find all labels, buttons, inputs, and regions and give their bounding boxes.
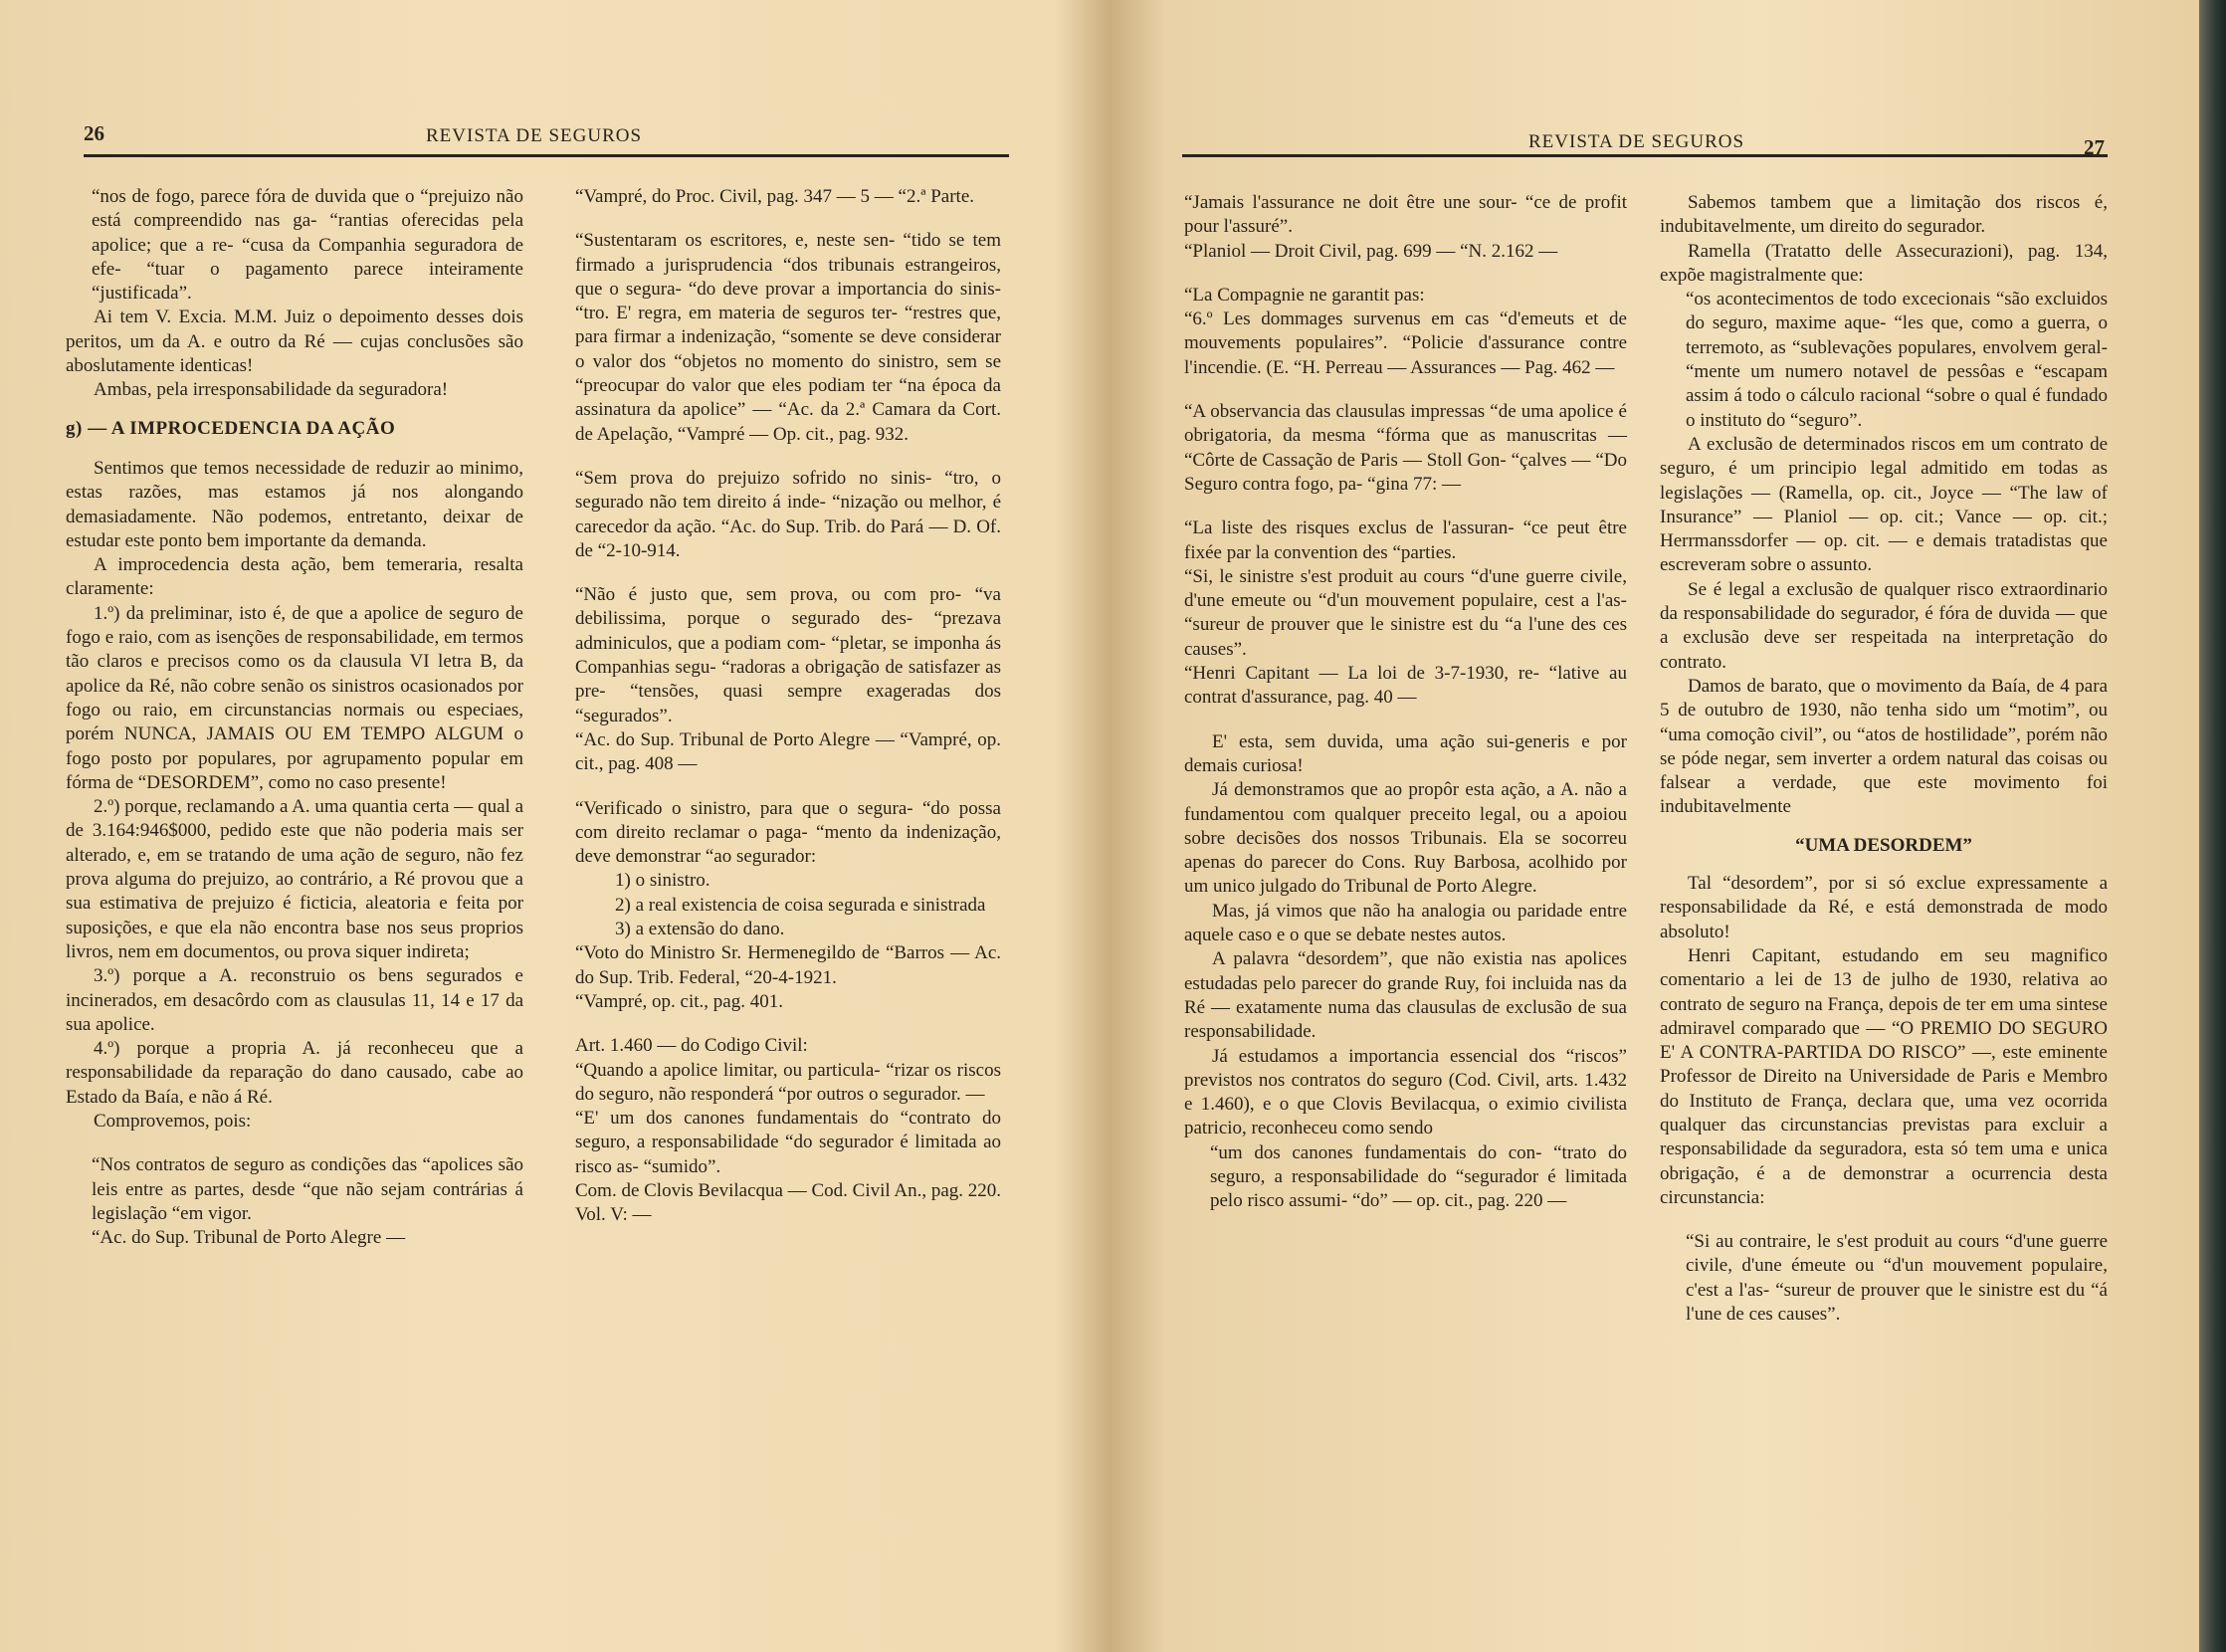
quote-paragraph: “Não é justo que, sem prova, ou com pro- “va debilissima, porque o segurado des- “prezava adminiculos, que a podiam com- “pletar, se imponha ás Companhias segu- “radoras a obrigação de satisfazer as pre- “tensões, quasi sempre exageradas dos “segurados”.	[575, 584, 1001, 726]
left-column-2	[575, 185, 1001, 1228]
paragraph: Tal “desordem”, por si só exclue expressamente a responsabilidade da Ré, e está demonstrada de modo absoluto!	[1660, 873, 2108, 942]
quote-paragraph: “Si au contraire, le s'est produit au cours “d'une guerre civile, d'une émeute ou “d'un mouvement populaire, c'est a l'as- “sureur de prouver que le sinistre est du “á l'une de ces causes”.	[1686, 1231, 2108, 1326]
paragraph: A improcedencia desta ação, bem temeraria, resalta claramente:	[66, 554, 523, 600]
quote-paragraph: “Si, le sinistre s'est produit au cours “d'une guerre civile, d'une emeute ou “d'un mouvement populaire, cest a l'as- “sureur de prouver que le sinistre est du “a l'une des ces causes”.	[1184, 565, 1627, 660]
citation: “Vampré, op. cit., pag. 401.	[575, 990, 783, 1012]
quote-paragraph: “Sustentaram os escritores, e, neste sen- “tido se tem firmado a jurisprudencia “dos tribunais estrangeiros, que o segura- “do deve provar a importancia do sinis- “tro. E' regra, em materia de seguros ter- “restres que, para firmar a indenização, “somente se deve considerar o valor dos “objetos no momento do sinistro, sem se “preocupar do valor que eles podiam ter “na época da assinatura da apolice” — “Ac. da 2.ª Camara da Cort. de Apelação, “Vampré — Op. cit., pag. 932.	[575, 230, 1001, 445]
citation: “Ac. do Sup. Tribunal de Porto Alegre —	[92, 1227, 406, 1249]
quote-paragraph: “E' um dos canones fundamentais do “contrato do seguro, a responsabilidade “do segurador é limitada ao risco as- “sumido”.	[575, 1108, 1001, 1177]
right-column-1	[1184, 191, 1627, 1214]
quote-paragraph: “os acontecimentos de todo excecionais “são excluidos do seguro, maxime aque- “les que, como a guerra, o terremoto, as “sublevações populares, envolvem geral- “mente um numero notavel de pessôas e “escapam assim á todo o cálculo racional “sobre o qual é fundado o instituto do “seguro”.	[1686, 289, 2108, 431]
quote-paragraph: “Sem prova do prejuizo sofrido no sinis- “tro, o segurado não tem direito á inde- “nização ou melhor, é carecedor da ação. “Ac. do Sup. Trib. do Pará — D. Of. de “2-10-914.	[575, 467, 1001, 561]
right-header-rule	[1182, 154, 2108, 157]
left-page-header: REVISTA DE SEGUROS	[426, 125, 643, 146]
paragraph: Já demonstramos que ao propôr esta ação, a A. não a fundamentou com qualquer preceito legal, ou a apoiou sobre decisões dos nossos Tribunais. Ela se socorreu apenas do parecer do Cons. Ruy Barbosa, acolhido por um unico julgado do Tribunal de Porto Alegre.	[1184, 779, 1627, 898]
quote-paragraph: “La Compagnie ne garantit pas:	[1184, 284, 1425, 306]
citation: “Planiol — Droit Civil, pag. 699 — “N. 2.162 —	[1184, 240, 1558, 262]
citation: “Vampré, do Proc. Civil, pag. 347 — 5 — “2.ª Parte.	[575, 186, 975, 207]
left-column-1	[66, 185, 523, 1250]
citation: “Henri Capitant — La loi de 3-7-1930, re- “lative au contrat d'assurance, pag. 40 —	[1184, 663, 1627, 709]
paragraph: Comprovemos, pois:	[94, 1110, 252, 1132]
book-binding-edge	[2199, 0, 2226, 1652]
paragraph: Damos de barato, que o movimento da Baía, de 4 para 5 de outubro de 1930, não tenha sido um “motim”, ou “uma comoção civil”, ou “atos de hostilidade”, porém não se póde negar, sem inverter a ordem natural das coisas ou falsear a verdade, que este movimento foi indubitavelmente	[1660, 675, 2108, 818]
quote-paragraph: “Quando a apolice limitar, ou particula- “rizar os riscos do seguro, não responderá “por outros o segurador. —	[575, 1059, 1001, 1105]
paragraph: 2.º) porque, reclamando a A. uma quantia certa — qual a de 3.164:946$000, pedido este que não poderia mais ser alterado, e, em se tratando de uma ação de seguro, não fez prova alguma do prejuizo, ao contrário, a Ré provou que a sua estimativa de prejuizo é ficticia, aleatoria e feita por suposições, e que ela não encontra base nos seus proprios livros, nem em documentos, ou prova siquer indireta;	[66, 796, 523, 962]
paragraph: 4.º) porque a propria A. já reconheceu que a responsabilidade da reparação do dano causado, cabe ao Estado da Baía, e não á Ré.	[66, 1038, 523, 1108]
citation: “Voto do Ministro Sr. Hermenegildo de “Barros — Ac. do Sup. Trib. Federal, “20-4-1921.	[575, 942, 1001, 988]
paragraph: Sabemos tambem que a limitação dos riscos é, indubitavelmente, um direito do segurador.	[1660, 192, 2108, 238]
quote-paragraph: “Nos contratos de seguro as condições das “apolices são leis entre as partes, desde “que não sejam contrárias á legislação “em vigor.	[92, 1154, 523, 1224]
citation: Art. 1.460 — do Codigo Civil:	[575, 1035, 808, 1057]
left-page-number: 26	[84, 121, 104, 145]
section-heading: “UMA DESORDEM”	[1795, 834, 1972, 856]
paragraph: Ai tem V. Excia. M.M. Juiz o depoimento desses dois peritos, um da A. e outro da Ré — cujas conclusões são aboslutamente identicas!	[66, 307, 523, 377]
left-header-rule	[84, 154, 1009, 157]
quote-paragraph: “6.º Les dommages survenus em cas “d'emeuts et de mouvements populaires”. “Policie d'assurance contre l'incendie. (E. “H. Perreau — Assurances — Pag. 462 —	[1184, 309, 1627, 378]
list-item: 2) a real existencia de coisa segurada e sinistrada	[615, 894, 986, 916]
paragraph: E' esta, sem duvida, uma ação sui-generis e por demais curiosa!	[1184, 730, 1627, 776]
right-page-header: REVISTA DE SEGUROS	[1528, 131, 1745, 152]
list-item: 3) a extensão do dano.	[615, 919, 785, 940]
quote-paragraph: “Jamais l'assurance ne doit être une sour- “ce de profit pour l'assuré”.	[1184, 192, 1627, 238]
right-page-number: 27	[2084, 135, 2105, 159]
quote-paragraph: “Verificado o sinistro, para que o segura- “do possa com direito reclamar o paga- “mento da indenização, deve demonstrar “ao segurador:	[575, 797, 1001, 868]
right-column-2	[1660, 191, 2108, 1327]
paragraph: Se é legal a exclusão de qualquer risco extraordinario da responsabilidade do segurador, é fóra de duvida — que a exclusão deve ser respeitada na interpretação do contrato.	[1660, 578, 2108, 673]
quote-paragraph: “La liste des risques exclus de l'assuran- “ce peut être fixée par la convention des “parties.	[1184, 517, 1627, 563]
paragraph: “nos de fogo, parece fóra de duvida que o “prejuizo não está compreendido nas ga- “rantias oferecidas pela apolice; que a re- “cusa da Companhia seguradora de efe- “tuar o pagamento parece inteiramente “justificada”.	[92, 186, 523, 305]
citation: Com. de Clovis Bevilacqua — Cod. Civil An., pag. 220. Vol. V: —	[575, 1179, 1002, 1226]
paragraph: 3.º) porque a A. reconstruio os bens segurados e incinerados, em desacôrdo com as clausulas 11, 14 e 17 da sua apolice.	[66, 965, 523, 1035]
quote-paragraph: “um dos canones fundamentais do con- “trato do seguro, a responsabilidade do “segurador é limitada pelo risco assumi- “do” — op. cit., pag. 220 —	[1210, 1141, 1627, 1212]
paragraph: A palavra “desordem”, que não existia nas apolices estudadas pelo parecer do grande Ruy, foi incluida nas da Ré — exatamente numa das clausulas de exclusão de sua responsabilidade.	[1184, 948, 1627, 1043]
paragraph: Ramella (Tratatto delle Assecurazioni), pag. 134, expõe magistralmente que:	[1660, 240, 2108, 286]
quote-paragraph: “A observancia das clausulas impressas “de uma apolice é obrigatoria, da mesma “fórma que as manuscritas — “Côrte de Cassação de Paris — Stoll Gon- “çalves — “Do Seguro contra fogo, pa- “gina 77: —	[1184, 401, 1627, 495]
list-item: 1) o sinistro.	[615, 870, 710, 892]
section-heading: g) — A IMPROCEDENCIA DA AÇÃO	[66, 417, 396, 439]
paragraph: Já estudamos a importancia essencial dos “riscos” previstos nos contratos do seguro (Cod. Civil, arts. 1.432 e 1.460), e o que Clovis Bevilacqua, o eximio civilista patricio, reconheceu como sendo	[1184, 1045, 1627, 1139]
paragraph: Ambas, pela irresponsabilidade da seguradora!	[94, 379, 449, 401]
paragraph: Sentimos que temos necessidade de reduzir ao minimo, estas razões, mas estamos já nos alongando demasiadamente. Não podemos, entretanto, deixar de estudar este ponto bem importante da demanda.	[66, 457, 523, 551]
paragraph: A exclusão de determinados riscos em um contrato de seguro, é um principio legal admitido em todas as legislações — (Ramella, op. cit., Joyce — “The law of Insurance” — Planiol — op. cit.; Vance — op. cit.; Herrmanssdorfer — op. cit. — e demais tratadistas que escreveram sobre o assunto.	[1660, 433, 2108, 576]
citation: “Ac. do Sup. Tribunal de Porto Alegre — “Vampré, op. cit., pag. 408 —	[575, 728, 1001, 775]
paragraph: 1.º) da preliminar, isto é, de que a apolice de seguro de fogo e raio, com as isenções de responsabilidade, em termos tão claros e precisos como os da clausula VI letra B, da apolice da Ré, não cobre senão os sinistros ocasionados por fogo ou raio, em circunstancias normais ou especiaes, porém NUNCA, JAMAIS OU EM TEMPO ALGUM o fogo posto por populares, por agrupamento popular em fórma de “DESORDEM”, como no caso presente!	[66, 602, 523, 793]
paragraph: Mas, já vimos que não ha analogia ou paridade entre aquele caso e o que se debate nestes autos.	[1184, 900, 1627, 946]
paragraph: Henri Capitant, estudando em seu magnifico comentario a lei de 13 de julho de 1930, relativa ao contrato de seguro na França, depois de ter em uma sintese admiravel comparado que — “O PREMIO DO SEGURO E' A CONTRA-PARTIDA DO RISCO” —, este eminente Professor de Direito na Universidade de Paris e Membro do Instituto de França, declara que, uma vez ocorrida qualquer das circunstancias previstas para excluir a responsabilidade da seguradora, esta só tem uma e unica obrigação, é a de demonstrar a ocurrencia desta circunstancia:	[1660, 944, 2108, 1208]
